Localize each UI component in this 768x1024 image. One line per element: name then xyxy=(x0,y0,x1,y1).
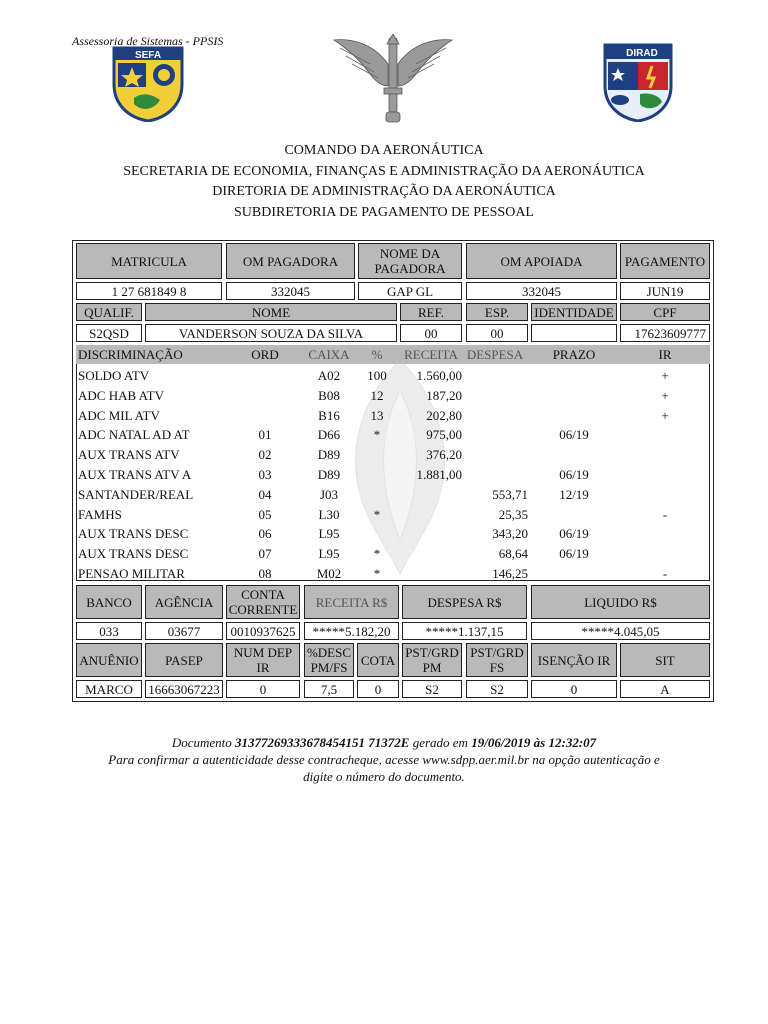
label-liquido: LIQUIDO R$ xyxy=(531,585,710,619)
item-receita: 187,20 xyxy=(426,387,462,403)
label-desc-pm-fs: %DESC PM/FS xyxy=(304,643,354,677)
label-num-dep-ir: NUM DEP IR xyxy=(226,643,300,677)
item-receita: 975,00 xyxy=(426,427,462,443)
label-qualif: QUALIF. xyxy=(76,303,142,321)
item-despesa: 553,71 xyxy=(492,486,528,502)
label-conta-corrente: CONTA CORRENTE xyxy=(226,585,300,619)
label-isencao-ir: ISENÇÃO IR xyxy=(531,643,617,677)
label-pst-grd-pm: PST/GRD PM xyxy=(402,643,462,677)
item-prazo: 12/19 xyxy=(559,486,589,502)
item-desc: AUX TRANS DESC xyxy=(78,526,189,542)
item-ord: 02 xyxy=(258,447,272,463)
item-ord: 07 xyxy=(258,546,272,562)
item-pct: 13 xyxy=(370,407,384,423)
item-desc: ADC MIL ATV xyxy=(78,407,160,423)
value-om-pagadora: 332045 xyxy=(226,282,355,300)
label-receita-total: RECEITA R$ xyxy=(304,585,399,619)
items-header-discriminacao: DISCRIMINAÇÃO xyxy=(76,345,226,364)
item-desc: ADC NATAL AD AT xyxy=(78,427,190,443)
svg-text:SEFA: SEFA xyxy=(134,50,162,61)
item-caixa: D66 xyxy=(317,427,341,443)
document-line xyxy=(0,735,768,751)
document-prefix: Documento xyxy=(171,735,236,750)
value-despesa-total: *****1.137,15 xyxy=(402,622,527,640)
item-caixa: A02 xyxy=(317,368,341,383)
item-receita: 202,80 xyxy=(426,407,462,423)
items-header-pct: % xyxy=(354,345,400,364)
item-pct: * xyxy=(373,506,381,522)
label-om-pagadora: OM PAGADORA xyxy=(226,243,355,279)
label-cota: COTA xyxy=(357,643,399,677)
items-header-receita: RECEITA xyxy=(400,345,462,364)
value-num-dep-ir: 0 xyxy=(226,680,300,698)
item-desc: SOLDO ATV xyxy=(78,368,150,383)
dirad-shield-logo xyxy=(602,42,674,122)
label-nome: NOME xyxy=(145,303,397,321)
item-despesa: 146,25 xyxy=(492,566,528,581)
item-ord: 04 xyxy=(258,486,272,502)
item-desc: ADC HAB ATV xyxy=(78,387,164,403)
item-prazo: 06/19 xyxy=(559,467,589,482)
item-desc: AUX TRANS ATV xyxy=(78,447,180,463)
items-header-ir: IR xyxy=(620,345,710,364)
document-generated-text: gerado em xyxy=(409,735,472,750)
label-matricula: MATRICULA xyxy=(76,243,222,279)
item-caixa: L95 xyxy=(318,526,340,542)
item-ord: 05 xyxy=(258,506,272,522)
label-pagamento: PAGAMENTO xyxy=(620,243,710,279)
label-ref: REF. xyxy=(400,303,462,321)
item-caixa: B08 xyxy=(318,387,340,403)
item-desc: FAMHS xyxy=(78,506,122,522)
label-agencia: AGÊNCIA xyxy=(145,585,223,619)
value-om-apoiada: 332045 xyxy=(466,282,617,300)
item-desc: PENSAO MILITAR xyxy=(78,566,185,581)
label-pst-grd-fs: PST/GRD FS xyxy=(466,643,528,677)
item-pct: 100 xyxy=(367,368,387,383)
item-caixa: M02 xyxy=(316,566,342,581)
value-pst-grd-fs: S2 xyxy=(466,680,528,698)
item-receita: 1.881,00 xyxy=(416,467,462,482)
item-ir: + xyxy=(661,407,669,423)
document-number: 31377269333678454151 71372E xyxy=(235,735,410,750)
item-prazo: 06/19 xyxy=(559,526,589,542)
value-sit: A xyxy=(620,680,710,698)
value-isencao-ir: 0 xyxy=(531,680,617,698)
label-cpf: CPF xyxy=(620,303,710,321)
label-identidade: IDENTIDADE xyxy=(531,303,617,321)
value-nome-pagadora: GAP GL xyxy=(358,282,462,300)
value-identidade xyxy=(531,324,617,342)
value-receita-total: *****5.182,20 xyxy=(304,622,399,640)
items-header-despesa: DESPESA xyxy=(462,345,528,364)
value-agencia: 03677 xyxy=(145,622,223,640)
item-pct: * xyxy=(373,546,381,562)
item-ir: + xyxy=(661,368,669,383)
label-anuenio: ANUÊNIO xyxy=(76,643,142,677)
item-pct: * xyxy=(373,427,381,443)
value-cpf: 17623609777 xyxy=(620,324,710,342)
item-receita: 376,20 xyxy=(426,447,462,463)
item-prazo: 06/19 xyxy=(559,546,589,562)
item-ord: 08 xyxy=(258,566,272,581)
svg-text:DIRAD: DIRAD xyxy=(626,48,658,59)
document-datetime: 19/06/2019 às 12:32:07 xyxy=(471,735,597,750)
header-line-3: DIRETORIA DE ADMINISTRAÇÃO DA AERONÁUTICA xyxy=(212,184,556,199)
item-caixa: D89 xyxy=(317,467,341,482)
value-esp: 00 xyxy=(466,324,528,342)
item-caixa: J03 xyxy=(319,486,339,502)
items-header-caixa: CAIXA xyxy=(304,345,354,364)
items-header-ord: ORD xyxy=(226,345,304,364)
value-cota: 0 xyxy=(357,680,399,698)
item-receita: 1.560,00 xyxy=(416,368,462,383)
label-banco: BANCO xyxy=(76,585,142,619)
label-esp: ESP. xyxy=(466,303,528,321)
value-nome: VANDERSON SOUZA DA SILVA xyxy=(145,324,397,342)
item-desc: AUX TRANS DESC xyxy=(78,546,189,562)
item-ir: + xyxy=(661,387,669,403)
item-caixa: L30 xyxy=(318,506,340,522)
value-anuenio: MARCO xyxy=(76,680,142,698)
item-desc: SANTANDER/REAL xyxy=(78,486,194,502)
item-despesa: 25,35 xyxy=(498,506,528,522)
label-despesa-total: DESPESA R$ xyxy=(402,585,527,619)
label-nome-pagadora: NOME DA PAGADORA xyxy=(358,243,462,279)
value-pasep: 16663067223 xyxy=(145,680,223,698)
value-ref: 00 xyxy=(400,324,462,342)
item-caixa: D89 xyxy=(317,447,341,463)
item-caixa: B16 xyxy=(318,407,340,423)
item-ord: 01 xyxy=(258,427,272,443)
item-prazo: 06/19 xyxy=(559,427,589,443)
value-pst-grd-pm: S2 xyxy=(402,680,462,698)
item-ord: 06 xyxy=(258,526,272,542)
item-ir: - xyxy=(662,566,668,581)
wings-emblem-logo xyxy=(330,34,456,126)
items-header-prazo: PRAZO xyxy=(528,345,620,364)
item-ir: - xyxy=(662,506,668,522)
item-ord: 03 xyxy=(258,467,272,482)
value-pagamento: JUN19 xyxy=(620,282,710,300)
header-line-1: COMANDO DA AERONÁUTICA xyxy=(284,143,484,158)
value-liquido: *****4.045,05 xyxy=(531,622,710,640)
item-despesa: 343,20 xyxy=(492,526,528,542)
system-caption: Assessoria de Sistemas - PPSIS xyxy=(72,34,224,48)
label-pasep: PASEP xyxy=(145,643,223,677)
value-desc-pm-fs: 7,5 xyxy=(304,680,354,698)
item-caixa: L95 xyxy=(318,546,340,562)
label-sit: SIT xyxy=(620,643,710,677)
item-pct: 12 xyxy=(370,387,384,403)
item-desc: AUX TRANS ATV A xyxy=(78,467,192,482)
value-qualif: S2QSD xyxy=(76,324,142,342)
header-line-2: SECRETARIA DE ECONOMIA, FINANÇAS E ADMINISTRAÇÃO DA AERONÁUTICA xyxy=(123,164,645,179)
label-om-apoiada: OM APOIADA xyxy=(466,243,617,279)
sefa-shield-logo xyxy=(110,44,186,122)
item-despesa: 68,64 xyxy=(498,546,528,562)
value-conta-corrente: 0010937625 xyxy=(226,622,300,640)
authenticity-line-2: digite o número do documento. xyxy=(303,769,465,784)
header-line-4: SUBDIRETORIA DE PAGAMENTO DE PESSOAL xyxy=(233,205,534,220)
authenticity-line-1: Para confirmar a autenticidade desse contracheque, acesse www.sdpp.aer.mil.br na opção autenticação e xyxy=(108,752,660,767)
item-pct: * xyxy=(373,566,381,581)
value-matricula: 1 27 681849 8 xyxy=(76,282,222,300)
value-banco: 033 xyxy=(76,622,142,640)
